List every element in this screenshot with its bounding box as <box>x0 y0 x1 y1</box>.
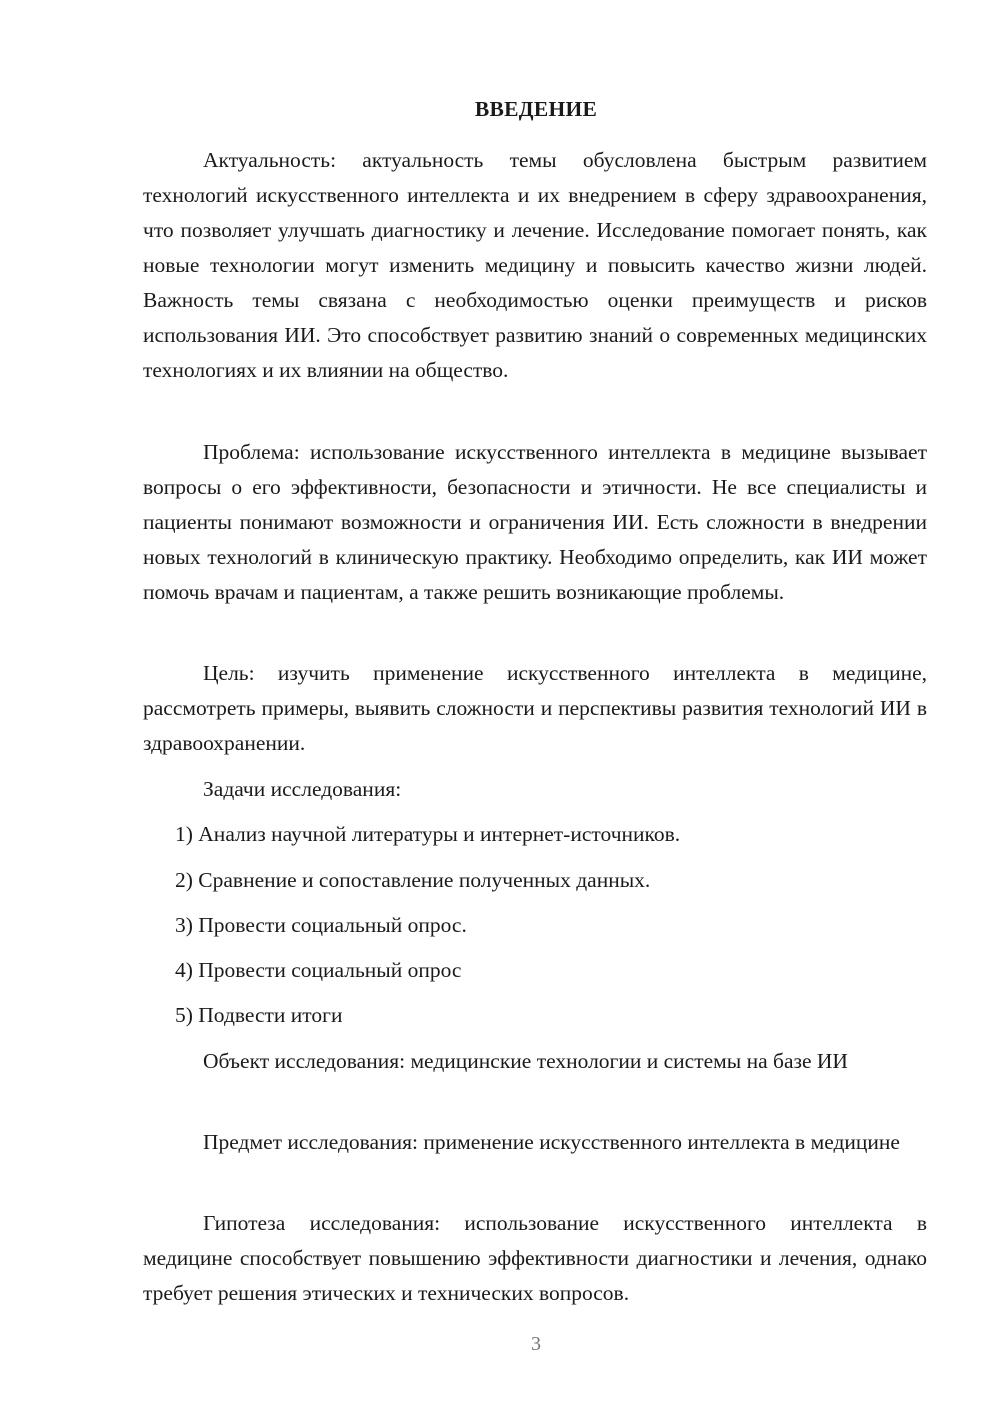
list-item: 3) Провести социальный опрос. <box>175 913 467 937</box>
tasks-heading: Задачи исследования: <box>203 777 402 801</box>
object-paragraph: Объект исследования: медицинские технологии и системы на базе ИИ <box>203 1049 848 1073</box>
page-title: ВВЕДЕНИЕ <box>474 97 598 121</box>
list-item: 4) Провести социальный опрос <box>175 958 462 982</box>
problem-paragraph: Проблема: использование искусственного интеллекта в медицине вызывает вопросы о его эффективности, безопасности и этичности. Не все специалисты и пациенты понимают возможности и ограничения ИИ. Есть сложности в внедрении новых технологий в клиническую практику. Необходимо определить, как ИИ может помочь врачам и пациентам, а также решить возникающие проблемы. <box>143 440 927 604</box>
list-item: 2) Сравнение и сопоставление полученных данных. <box>175 868 651 892</box>
subject-paragraph: Предмет исследования: применение искусственного интеллекта в медицине <box>203 1130 900 1154</box>
page-number: 3 <box>531 1333 541 1355</box>
list-item: 1) Анализ научной литературы и интернет-источников. <box>175 822 681 846</box>
goal-paragraph: Цель: изучить применение искусственного интеллекта в медицине, рассмотреть примеры, выявить сложности и перспективы развития технологий ИИ в здравоохранении. <box>143 661 927 755</box>
relevance-paragraph: Актуальность: актуальность темы обусловлена быстрым развитием технологий искусственного интеллекта и их внедрением в сферу здравоохранения, что позволяет улучшать диагностику и лечение. Исследование помогает понять, как новые технологии могут изменить медицину и повысить качество жизни людей. Важность темы связана с необходимостью оценки преимуществ и рисков использования ИИ. Это способствует развитию знаний о современных медицинских технологиях и их влиянии на общество. <box>143 148 927 382</box>
hypothesis-paragraph: Гипотеза исследования: использование искусственного интеллекта в медицине способствует повышению эффективности диагностики и лечения, однако требует решения этических и технических вопросов. <box>143 1211 927 1305</box>
list-item: 5) Подвести итоги <box>175 1003 343 1027</box>
